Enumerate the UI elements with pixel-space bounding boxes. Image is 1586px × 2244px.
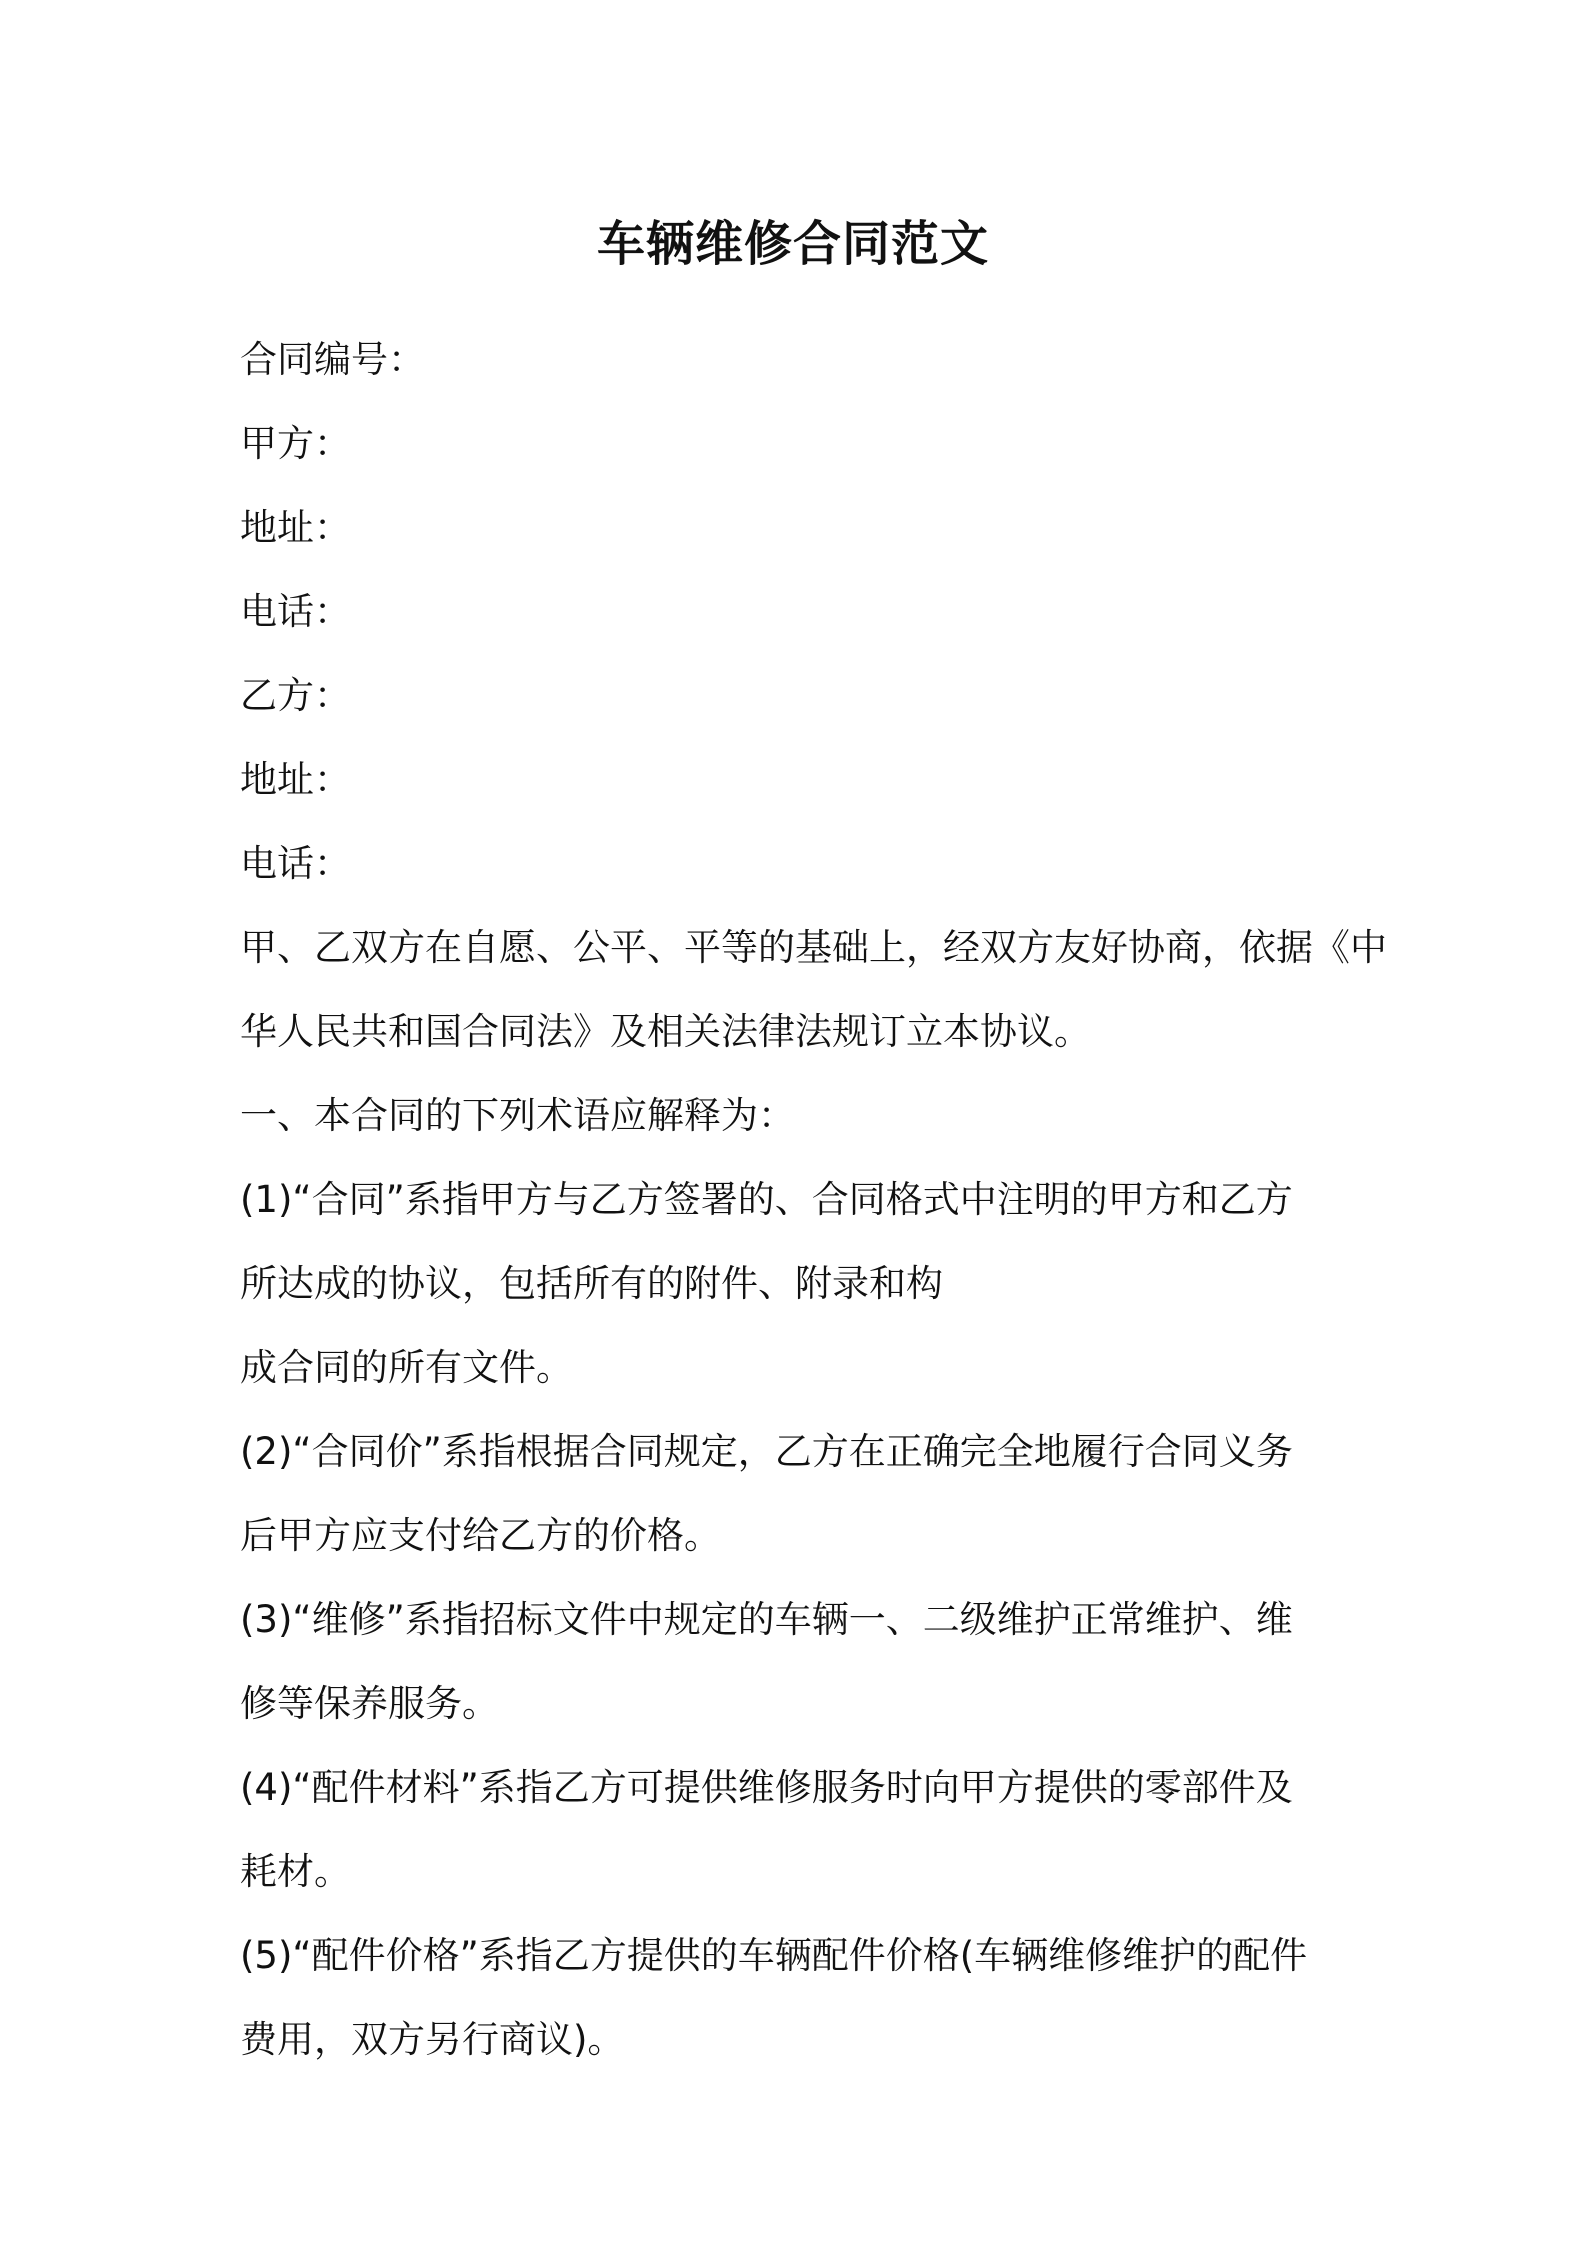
party-b-address-field: 地址：	[240, 758, 351, 801]
paragraph-line: 所达成的协议，包括所有的附件、附录和构	[240, 1262, 943, 1305]
document-title: 车辆维修合同范文	[596, 216, 989, 272]
paragraph-line: 修等保养服务。	[240, 1682, 499, 1725]
paragraph-line: 甲、乙双方在自愿、公平、平等的基础上，经双方友好协商，依据《中	[240, 926, 1387, 969]
paragraph-line: (2)“合同价”系指根据合同规定，乙方在正确完全地履行合同义务	[240, 1430, 1293, 1473]
section-heading: 一、本合同的下列术语应解释为：	[240, 1094, 795, 1137]
paragraph-line: (3)“维修”系指招标文件中规定的车辆一、二级维护正常维护、维	[240, 1598, 1293, 1641]
paragraph-line: (5)“配件价格”系指乙方提供的车辆配件价格(车辆维修维护的配件	[240, 1934, 1308, 1977]
document-body	[240, 335, 1387, 2099]
contract-number-field: 合同编号：	[240, 338, 425, 381]
party-a-address-field: 地址：	[240, 506, 351, 549]
paragraph-line: 华人民共和国合同法》及相关法律法规订立本协议。	[240, 1010, 1091, 1053]
party-a-field: 甲方：	[240, 422, 351, 465]
party-b-phone-field: 电话：	[240, 842, 351, 885]
paragraph-line: (4)“配件材料”系指乙方可提供维修服务时向甲方提供的零部件及	[240, 1766, 1293, 1809]
paragraph-line: (1)“合同”系指甲方与乙方签署的、合同格式中注明的甲方和乙方	[240, 1178, 1293, 1221]
paragraph-line: 后甲方应支付给乙方的价格。	[240, 1514, 721, 1557]
paragraph-line: 费用，双方另行商议)。	[240, 2018, 625, 2061]
paragraph-line: 成合同的所有文件。	[240, 1346, 573, 1389]
party-a-phone-field: 电话：	[240, 590, 351, 633]
party-b-field: 乙方：	[240, 674, 351, 717]
paragraph-line: 耗材。	[240, 1850, 351, 1893]
